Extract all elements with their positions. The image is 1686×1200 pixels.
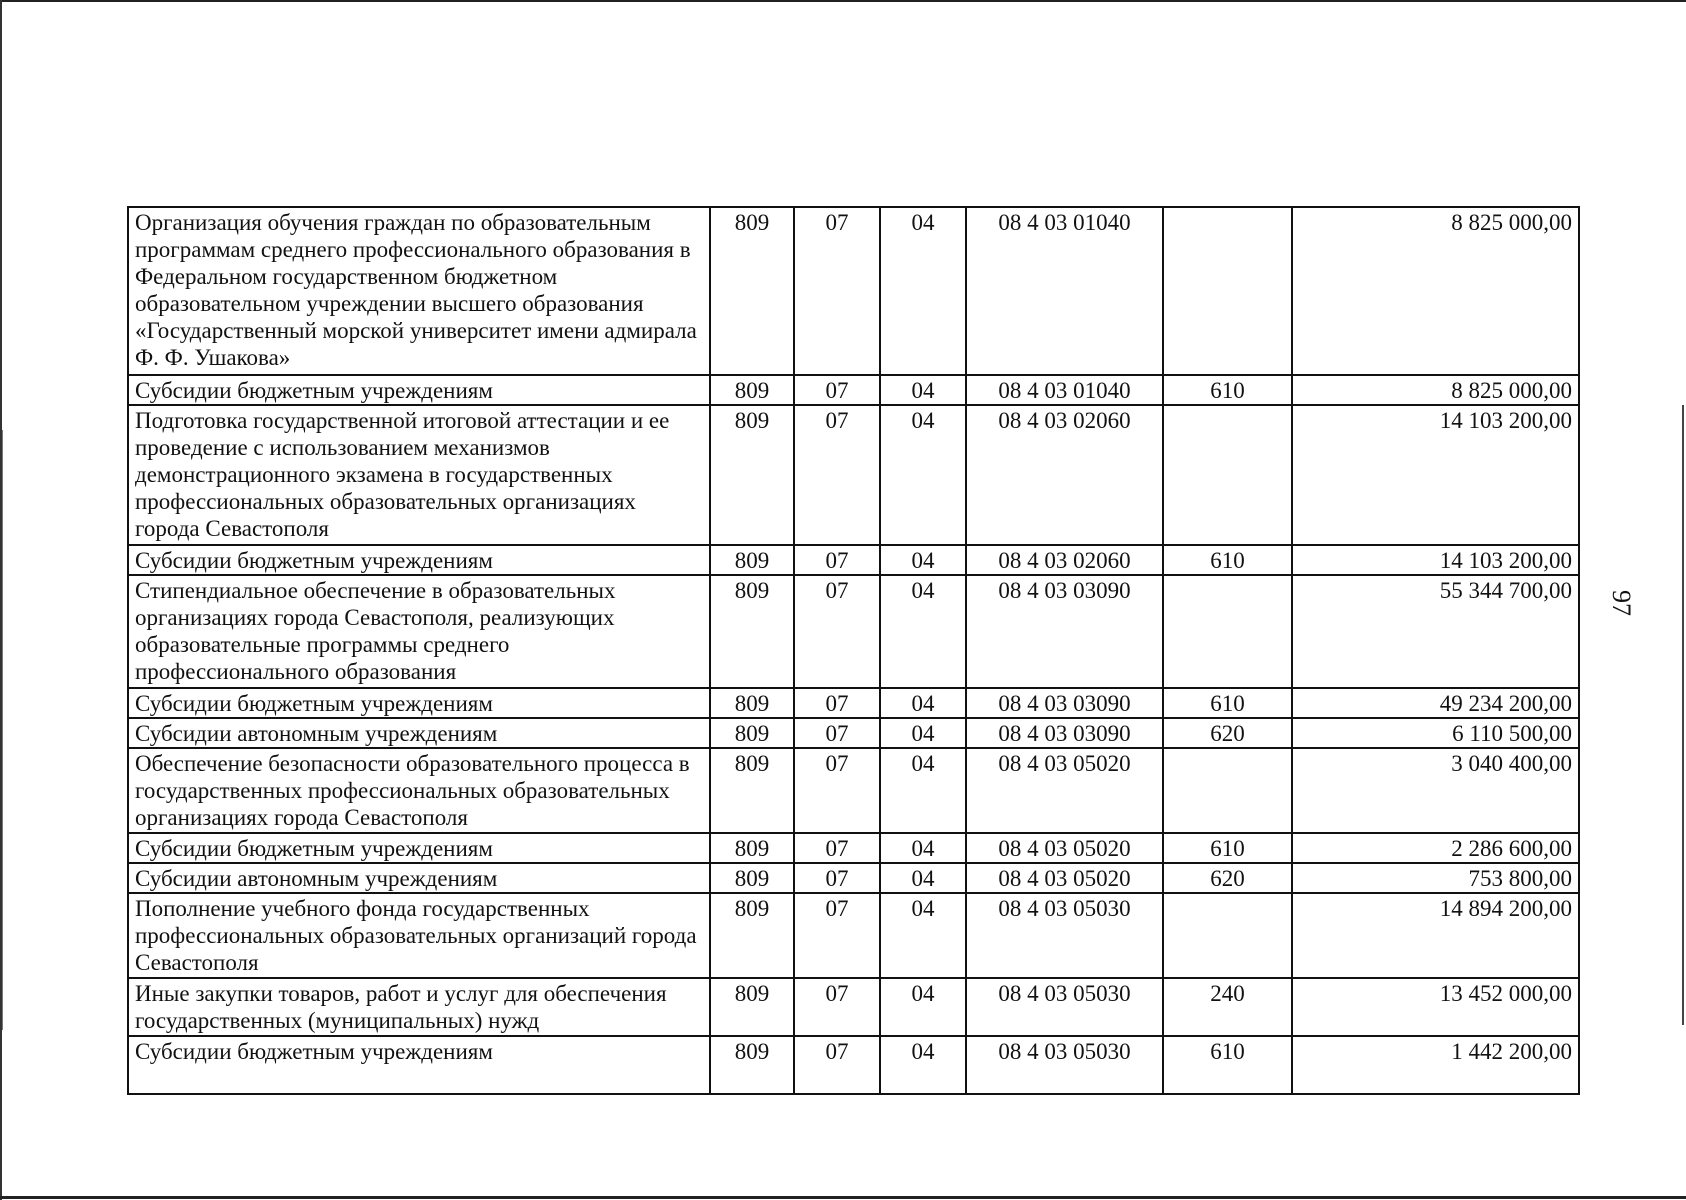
row-amount: 13 452 000,00 [1292, 978, 1579, 1036]
row-amount: 8 825 000,00 [1292, 207, 1579, 375]
row-expense-type: 610 [1163, 1036, 1292, 1094]
table-row [128, 1036, 1579, 1094]
row-target-code: 08 4 03 01040 [966, 375, 1163, 405]
row-admin-code: 809 [710, 718, 794, 748]
row-section-code: 07 [794, 718, 880, 748]
row-expense-type: 620 [1163, 718, 1292, 748]
table-row [128, 718, 1579, 748]
row-subsection-code: 04 [880, 893, 966, 978]
row-section-code: 07 [794, 207, 880, 375]
row-name: Субсидии бюджетным учреждениям [128, 375, 710, 405]
page-number: 97 [1607, 590, 1636, 616]
table-row [128, 545, 1579, 575]
scan-mark-left [2, 430, 3, 1030]
row-name: Субсидии бюджетным учреждениям [128, 545, 710, 575]
row-subsection-code: 04 [880, 863, 966, 893]
row-section-code: 07 [794, 1036, 880, 1094]
row-target-code: 08 4 03 05020 [966, 833, 1163, 863]
table-row [128, 688, 1579, 718]
row-subsection-code: 04 [880, 718, 966, 748]
row-amount: 753 800,00 [1292, 863, 1579, 893]
row-name: Пополнение учебного фонда государственных профессиональных образовательных организаций города Севастополя [128, 893, 710, 978]
row-expense-type: 610 [1163, 833, 1292, 863]
table-row [128, 863, 1579, 893]
row-amount: 2 286 600,00 [1292, 833, 1579, 863]
scan-mark-right [1682, 405, 1684, 1025]
row-amount: 14 103 200,00 [1292, 405, 1579, 545]
row-name: Подготовка государственной итоговой аттестации и ее проведение с использованием механизмов демонстрационного экзамена в государственных профессиональных образовательных организациях города Севастополя [128, 405, 710, 545]
row-expense-type [1163, 748, 1292, 833]
row-section-code: 07 [794, 575, 880, 688]
row-target-code: 08 4 03 05030 [966, 1036, 1163, 1094]
row-subsection-code: 04 [880, 833, 966, 863]
row-section-code: 07 [794, 405, 880, 545]
row-target-code: 08 4 03 05030 [966, 978, 1163, 1036]
row-section-code: 07 [794, 375, 880, 405]
table-row [128, 207, 1579, 375]
row-admin-code: 809 [710, 893, 794, 978]
row-subsection-code: 04 [880, 207, 966, 375]
row-target-code: 08 4 03 01040 [966, 207, 1163, 375]
budget-table-body [128, 207, 1579, 1094]
row-amount: 49 234 200,00 [1292, 688, 1579, 718]
row-admin-code: 809 [710, 545, 794, 575]
row-expense-type [1163, 207, 1292, 375]
row-subsection-code: 04 [880, 748, 966, 833]
row-target-code: 08 4 03 03090 [966, 575, 1163, 688]
row-name: Иные закупки товаров, работ и услуг для обеспечения государственных (муниципальных) нужд [128, 978, 710, 1036]
table-row [128, 748, 1579, 833]
row-subsection-code: 04 [880, 545, 966, 575]
table-row [128, 833, 1579, 863]
row-target-code: 08 4 03 05020 [966, 863, 1163, 893]
table-row [128, 575, 1579, 688]
row-name: Субсидии автономным учреждениям [128, 863, 710, 893]
row-name: Субсидии бюджетным учреждениям [128, 1036, 710, 1094]
row-subsection-code: 04 [880, 978, 966, 1036]
row-target-code: 08 4 03 03090 [966, 688, 1163, 718]
row-subsection-code: 04 [880, 575, 966, 688]
row-section-code: 07 [794, 893, 880, 978]
row-section-code: 07 [794, 748, 880, 833]
row-target-code: 08 4 03 05020 [966, 748, 1163, 833]
row-name: Субсидии бюджетным учреждениям [128, 688, 710, 718]
row-target-code: 08 4 03 02060 [966, 405, 1163, 545]
row-amount: 55 344 700,00 [1292, 575, 1579, 688]
row-amount: 6 110 500,00 [1292, 718, 1579, 748]
row-expense-type: 240 [1163, 978, 1292, 1036]
row-expense-type: 610 [1163, 688, 1292, 718]
row-admin-code: 809 [710, 405, 794, 545]
row-section-code: 07 [794, 688, 880, 718]
row-amount: 14 894 200,00 [1292, 893, 1579, 978]
table-row [128, 978, 1579, 1036]
row-name: Организация обучения граждан по образовательным программам среднего профессионального образования в Федеральном государственном бюджетном образовательном учреждении высшего образования «Государственный морской университет имени адмирала Ф. Ф. Ушакова» [128, 207, 710, 375]
row-name: Обеспечение безопасности образовательного процесса в государственных профессиональных образовательных организациях города Севастополя [128, 748, 710, 833]
row-target-code: 08 4 03 03090 [966, 718, 1163, 748]
row-expense-type [1163, 893, 1292, 978]
page-border-top [0, 0, 1686, 2]
row-admin-code: 809 [710, 748, 794, 833]
row-section-code: 07 [794, 545, 880, 575]
row-subsection-code: 04 [880, 405, 966, 545]
row-admin-code: 809 [710, 978, 794, 1036]
row-admin-code: 809 [710, 1036, 794, 1094]
row-section-code: 07 [794, 978, 880, 1036]
row-admin-code: 809 [710, 575, 794, 688]
row-expense-type [1163, 575, 1292, 688]
row-subsection-code: 04 [880, 375, 966, 405]
row-target-code: 08 4 03 05030 [966, 893, 1163, 978]
row-name: Субсидии бюджетным учреждениям [128, 833, 710, 863]
row-admin-code: 809 [710, 833, 794, 863]
row-subsection-code: 04 [880, 688, 966, 718]
row-admin-code: 809 [710, 375, 794, 405]
row-expense-type [1163, 405, 1292, 545]
row-section-code: 07 [794, 833, 880, 863]
page-border-bottom [0, 1196, 1686, 1199]
budget-table [127, 206, 1580, 1095]
row-subsection-code: 04 [880, 1036, 966, 1094]
row-target-code: 08 4 03 02060 [966, 545, 1163, 575]
row-amount: 3 040 400,00 [1292, 748, 1579, 833]
row-admin-code: 809 [710, 207, 794, 375]
row-name: Субсидии автономным учреждениям [128, 718, 710, 748]
table-row [128, 893, 1579, 978]
row-expense-type: 610 [1163, 375, 1292, 405]
row-name: Стипендиальное обеспечение в образовательных организациях города Севастополя, реализующих образовательные программы среднего профессионального образования [128, 575, 710, 688]
row-amount: 8 825 000,00 [1292, 375, 1579, 405]
row-admin-code: 809 [710, 688, 794, 718]
table-row [128, 405, 1579, 545]
row-amount: 14 103 200,00 [1292, 545, 1579, 575]
row-expense-type: 610 [1163, 545, 1292, 575]
row-admin-code: 809 [710, 863, 794, 893]
row-section-code: 07 [794, 863, 880, 893]
row-amount: 1 442 200,00 [1292, 1036, 1579, 1094]
row-expense-type: 620 [1163, 863, 1292, 893]
table-row [128, 375, 1579, 405]
